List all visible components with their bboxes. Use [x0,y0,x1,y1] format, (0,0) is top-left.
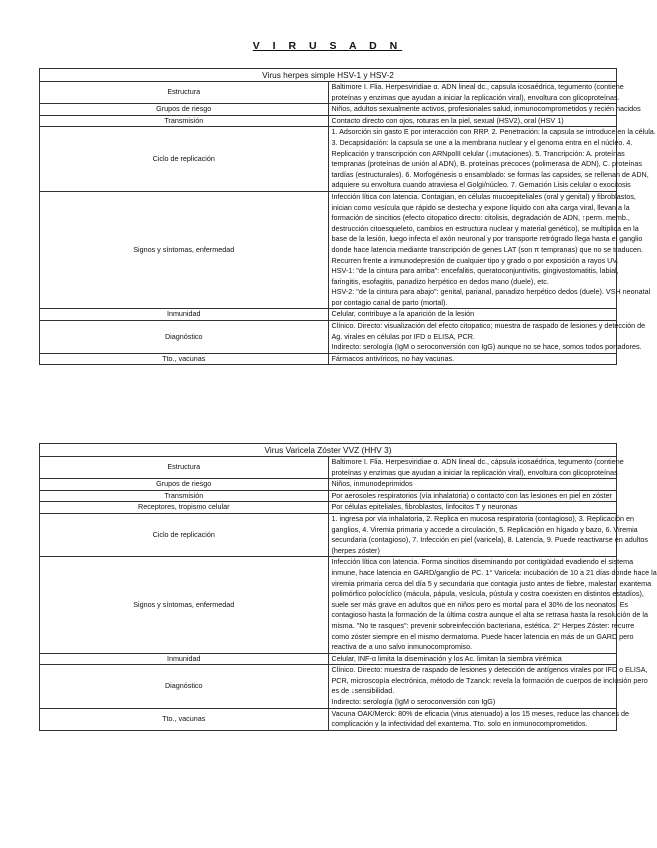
content-line: Baltimore I. Flia. Herpesviridiae α. ADN lineal dc., cápsula icosaédrica, tegumento (contiene [331,457,624,466]
content-line: HSV-2: "de la cintura para abajo": genital, parianal, panadizo herpético dedos (duele). VSH neonatal [331,287,651,297]
content-line: faringitis, esofagitis, panadizo herpético en dedos mano (duele), etc. [331,276,549,286]
content-line: suele ser más grave en adultos que en niños pero es mortal para el 30% de los neonatos. Es [331,599,628,609]
table-row [40,191,617,309]
row-content [328,708,630,730]
content-line: Clínico. Directo: muestra de raspado de lesiones y detección de antígenos virales por IFD o ELISA, [331,665,648,675]
row-label: Grupos de riesgo [40,479,329,491]
content-line: Indirecto: serología (IgM o seroconversión con IgG) [331,697,496,707]
row-content [328,309,617,321]
row-content [328,557,657,653]
content-line: proteínas y enzimas que ayudan a iniciar la replicación viral), envoltura con glicoproteínas [331,467,618,477]
content-line: Celular, contribuye a la aparición de la lesión [331,309,475,319]
content-line: Por células epiteliales, fibroblastos, linfocitos T y neuronas [331,502,518,512]
row-label: Tto., vacunas [40,708,329,730]
content-line: Niños, adultos sexualmente activos, profesionales salud, inmunocomprometidos y recién nacidos [331,104,641,114]
content-line: 1. ingresa por vía inhalatoria, 2. Replica en mucosa respiratoria (contagioso), 3. Replicación en [331,513,634,523]
content-line: contagioso hasta la formación de la última costra aunque el alta se retrasa hasta la resolución de la [331,610,648,620]
row-content [328,127,656,192]
content-line: ganglios, 4. Viremia primaria y accede a circulación, 5. Replicación en hígado y bazo, 6. Viremia [331,524,638,534]
table-row [40,82,617,104]
row-label: Ciclo de replicación [40,127,329,192]
table-row [40,665,617,708]
content-line: HSV-1: "de la cintura para arriba": encefalitis, queratoconjuntivitis, gingivostomatitis, labial, [331,266,619,276]
row-label: Estructura [40,82,329,104]
row-label: Tto., vacunas [40,353,329,365]
content-line: Niños, inmunodeprimidos [331,479,413,489]
content-line: es de ↓sensibilidad. [331,686,395,696]
table-row [40,353,617,365]
content-line: complicación y la infectividad del exantema. Tto. solo en inmunocomprometidos. [331,719,588,729]
content-line: Contacto directo con ojos, roturas en la piel, sexual (HSV2), oral (HSV 1) [331,115,564,125]
row-label: Receptores, tropismo celular [40,502,329,514]
content-line: Baltimore I. Flia. Herpesviridiae α. ADN lineal dc., capsula icosaédrica, tegumento (contiene [331,82,624,91]
content-line: misma. "No te rasques": prevenir sobreinfección bacteriana, estética. 2° Herpes Zóster: recurre [331,620,635,630]
content-line: 1. Adsorción sin gasto E por interacción con RRP. 2. Penetración: la capsula se introduce en la célula. [331,127,656,137]
content-line: inician como vesícula que rápido se destecha y expone líquido con alta carga viral, llevan a la [331,202,630,212]
row-label: Inmunidad [40,309,329,321]
content-line: reactiva de a uno salvo inmunocompromiso. [331,642,473,652]
content-line: Infección lítica con latencia. Contagian, en células mucoepiteliales (oral y genital) y fibroblastos, [331,191,636,201]
row-label: Signos y síntomas, enfermedad [40,191,329,309]
row-label: Grupos de riesgo [40,104,329,116]
content-line: secundaria (contagioso), 7. Infección en piel (varicela), 8. Latencia, 9. Puede reactivarse en adultos [331,535,648,545]
content-line: inmune, hace latencia en GARD/ganglio de PC. 1° Varicela: incubación de 10 a 21 días donde hace la [331,567,657,577]
row-content [328,502,617,514]
table-row [40,104,617,116]
table-row [40,557,617,653]
row-content [328,457,624,479]
row-label: Diagnóstico [40,665,329,708]
content-line: base de la lesión, luego infecta el axón neuronal y por transporte retrógrado llega hasta el ganglio [331,234,643,244]
table-row [40,321,617,354]
row-label: Inmunidad [40,653,329,665]
table-row [40,653,617,665]
content-line: Ag. virales en células por IFD o ELISA, PCR. [331,331,475,341]
table-header: Virus herpes simple HSV-1 y HSV-2 [40,69,617,82]
content-line: Vacuna OAK/Merck: 80% de eficacia (virus atenuado) a los 15 meses, reduce las chances de [331,708,630,718]
table-row [40,513,617,556]
content-line: Indirecto: serología (IgM o seroconversión con IgG) aunque no se hace, somos todos portadores. [331,342,642,352]
content-line: Infección lítica con latencia. Forma sincitios diseminando por contigüidad evadiendo el sistema [331,557,634,567]
content-line: viremia primaria cerca del día 5 y secundaria que contagia justo antes de fiebre, malestar, exantema [331,578,652,588]
content-line: Fármacos antivíricos, no hay vacunas. [331,353,455,363]
content-line: adquiere su envoltura cuando atraviesa el Golgi/núcleo. 7. Gemación Lisis celular o exocitosis [331,180,631,190]
row-label: Ciclo de replicación [40,513,329,556]
content-line: Clínico. Directo: visualización del efecto citopatico; muestra de raspado de lesiones y detección de [331,321,646,331]
row-content [328,353,617,365]
content-line: proteínas y enzimas que ayudan a iniciar la replicación viral), envoltura con glicoproteínas. [331,92,620,102]
content-line: como zóster siempre en el mismo dermatoma. Puede hacer latencia en más de un GARD pero [331,631,634,641]
content-line: por contagio canal de parto (mortal). [331,297,448,307]
content-line: PCR, microscopía electrónica, método de Tzanck: revela la formación de cuerpos de inclusión pero [331,675,648,685]
content-line: Celular, INF-α limita la diseminación y los Ac. limitan la siembra virémica [331,653,562,663]
varicela-zoster-table [39,443,657,731]
row-content [328,513,648,556]
row-content [328,82,624,104]
content-line: polimórfico polocíclico (mácula, pápula, vesícula, pústula y costra coexisten en distintos estadíos), [331,589,644,599]
row-content [328,321,646,354]
row-label: Signos y síntomas, enfermedad [40,557,329,653]
table-row [40,127,617,192]
table-row [40,457,617,479]
content-line: (herpes zóster) [331,545,380,555]
content-line: formación de sincitios (efecto citopatico directo: citolisis, degradación de ADN, ↑perm. memb., [331,213,630,223]
row-content [328,665,648,708]
table-header: Virus Varicela Zóster VVZ (HHV 3) [40,444,617,457]
table-row [40,309,617,321]
row-content [328,653,617,665]
content-line: 3. Decapsidación: la capsula se une a la membrana nuclear y el genoma entra en el núcleo. 4. [331,137,633,147]
content-line: Replicación y transcripción con ARNpolII celular (↓mutaciones). 5. Trancripción: A. proteínas [331,148,625,158]
row-content [328,191,651,309]
table-row [40,708,617,730]
row-label: Transmisión [40,490,329,502]
content-line: destrucción citoesqueleto, cambios en estructura nuclear y material genético), se multiplica en la [331,223,639,233]
row-content [328,479,617,491]
table-row [40,490,617,502]
table-row [40,502,617,514]
row-label: Estructura [40,457,329,479]
content-line: Recurren frente a inmunodepresión de cualquier tipo y grado o por exposición a rayos UV. [331,255,619,265]
row-content [328,115,617,127]
content-line: donde hace latencia mediante transcripción de genes LAT (son π tempranas) que no se traducen. [331,244,644,254]
content-line: Por aerosoles respiratorios (vía inhalatoria) o contacto con las lesiones en piel en zóster [331,490,612,500]
row-content [328,104,641,116]
row-content [328,490,617,502]
herpes-simple-table [39,68,656,365]
content-line: tempranas (proteínas de unión al ADN), B. proteínas precoces (polimerasa de ADN), C. proteínas [331,159,642,169]
page-title: V I R U S A D N [252,40,403,52]
table-row [40,479,617,491]
row-label: Diagnóstico [40,321,329,354]
table-row [40,115,617,127]
row-label: Transmisión [40,115,329,127]
content-line: tardías (estructurales). 6. Morfogénesis o ensamblado: se formas las capsides, se rellenan de ADN, [331,169,649,179]
